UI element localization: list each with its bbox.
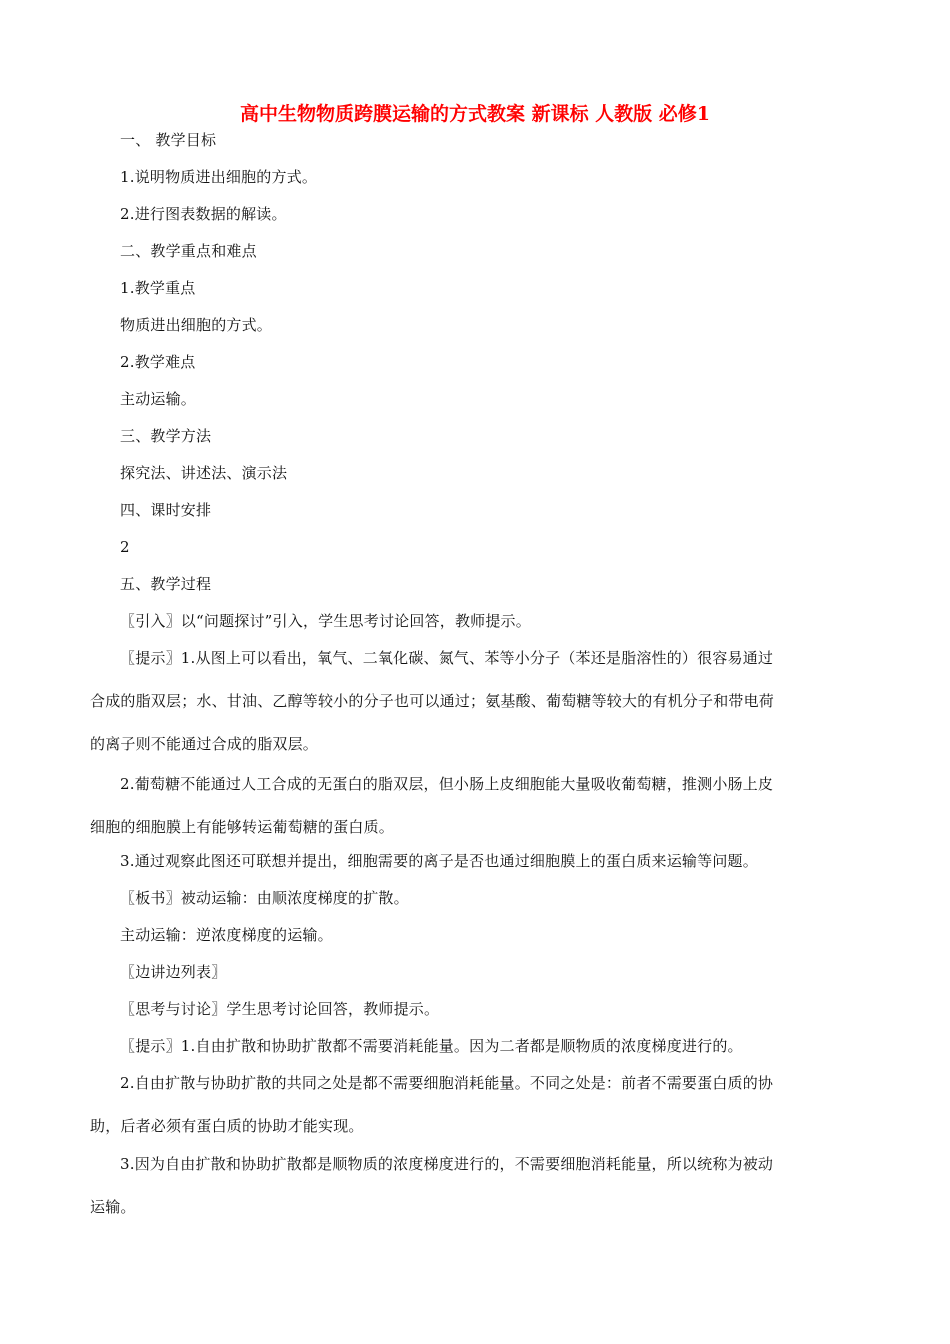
- discussion-paragraph-3: [90, 1153, 850, 1239]
- paragraph-line: 合成的脂双层；水、甘油、乙醇等较小的分子也可以通过；氨基酸、葡萄糖等较大的有机分子和带电荷: [90, 692, 775, 710]
- paragraph-line: 〖提示〗1.从图上可以看出，氧气、二氧化碳、氮气、苯等小分子（苯还是脂溶性的）很容易通过: [120, 649, 774, 667]
- table-note: 〖边讲边列表〗: [120, 963, 227, 981]
- heading-teaching-process: 五、教学过程: [120, 575, 212, 593]
- discussion-hint-1: 〖提示〗1.自由扩散和协助扩散都不需要消耗能量。因为二者都是顺物质的浓度梯度进行的。: [120, 1037, 743, 1055]
- hint-item-3: 3.通过观察此图还可联想并提出，细胞需要的离子是否也通过细胞膜上的蛋白质来运输等问题。: [120, 852, 758, 870]
- key-point-text: 物质进出细胞的方式。: [120, 316, 273, 334]
- class-hours-value: 2: [120, 538, 130, 556]
- paragraph-line: 的离子则不能通过合成的脂双层。: [90, 735, 319, 753]
- heading-class-hours: 四、课时安排: [120, 501, 212, 519]
- hint-paragraph-2: [90, 773, 850, 859]
- discussion-paragraph-2: [90, 1072, 850, 1158]
- goal-item-2: 2.进行图表数据的解读。: [120, 205, 287, 223]
- difficult-point-text: 主动运输。: [120, 390, 197, 408]
- paragraph-line: 细胞的细胞膜上有能够转运葡萄糖的蛋白质。: [90, 818, 395, 836]
- discussion-text: 〖思考与讨论〗学生思考讨论回答，教师提示。: [120, 1000, 440, 1018]
- paragraph-line: 2.葡萄糖不能通过人工合成的无蛋白的脂双层，但小肠上皮细胞能大量吸收葡萄糖，推测小肠上皮: [120, 775, 774, 793]
- hint-paragraph-1: [90, 647, 850, 776]
- subheading-key-point: 1.教学重点: [120, 279, 196, 297]
- document-title: 高中生物物质跨膜运输的方式教案 新课标 人教版 必修1: [239, 103, 711, 125]
- board-text-passive: 〖板书〗被动运输：由顺浓度梯度的扩散。: [120, 889, 409, 907]
- paragraph-line: 运输。: [90, 1198, 136, 1216]
- teaching-methods-text: 探究法、讲述法、演示法: [120, 464, 288, 482]
- heading-teaching-goals: 一、 教学目标: [120, 131, 217, 149]
- heading-key-points: 二、教学重点和难点: [120, 242, 257, 260]
- heading-teaching-methods: 三、教学方法: [120, 427, 212, 445]
- paragraph-line: 3.因为自由扩散和协助扩散都是顺物质的浓度梯度进行的，不需要细胞消耗能量，所以统称为被动: [120, 1155, 774, 1173]
- paragraph-line: 助，后者必须有蛋白质的协助才能实现。: [90, 1117, 364, 1135]
- goal-item-1: 1.说明物质进出细胞的方式。: [120, 168, 318, 186]
- paragraph-line: 2.自由扩散与协助扩散的共同之处是都不需要细胞消耗能量。不同之处是：前者不需要蛋白质的协: [120, 1074, 774, 1092]
- subheading-difficult-point: 2.教学难点: [120, 353, 196, 371]
- board-text-active: 主动运输：逆浓度梯度的运输。: [120, 926, 333, 944]
- intro-text: 〖引入〗以“问题探讨”引入，学生思考讨论回答，教师提示。: [120, 612, 531, 630]
